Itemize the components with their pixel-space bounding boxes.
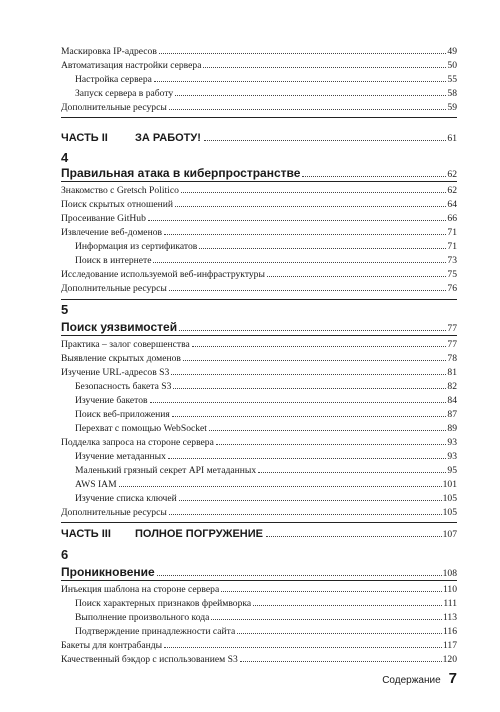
dot-leader: [216, 444, 447, 445]
toc-entry[interactable]: [61, 638, 457, 651]
chapter-heading[interactable]: [61, 164, 457, 180]
page-number: 93: [447, 451, 457, 462]
page-number: 87: [447, 409, 457, 420]
entry-title: Маленький грязный секрет API метаданных: [75, 465, 257, 476]
entry-title: Практика – залог совершенства: [61, 339, 190, 350]
page-number: 95: [447, 465, 457, 476]
dot-leader: [169, 514, 442, 515]
page-number: 105: [442, 493, 457, 504]
dot-leader: [258, 472, 446, 473]
chapter-title: Правильная атака в киберпространстве: [61, 166, 301, 180]
dot-leader: [169, 290, 447, 291]
toc-entry[interactable]: [61, 365, 457, 378]
page-number: 71: [447, 227, 457, 238]
page-number: 117: [442, 640, 457, 651]
part-title: ПОЛНОЕ ПОГРУЖЕНИЕ: [135, 528, 263, 540]
entry-title: Изучение URL-адресов S3: [61, 367, 170, 378]
footer-page-number: 7: [448, 670, 457, 687]
dot-leader: [237, 633, 442, 634]
dot-leader: [175, 206, 446, 207]
chapter-heading[interactable]: [61, 563, 457, 579]
page-number: 116: [442, 626, 457, 637]
footer-label: Содержание: [382, 675, 441, 686]
dot-leader: [181, 192, 446, 193]
divider: [61, 181, 457, 182]
toc-entry[interactable]: [61, 267, 457, 280]
entry-title: Дополнительные ресурсы: [61, 283, 167, 294]
dot-leader: [240, 661, 442, 662]
toc-subentry[interactable]: [75, 610, 457, 623]
dot-leader: [171, 374, 446, 375]
entry-title: Изучение бакетов: [75, 395, 148, 406]
toc-subentry[interactable]: [75, 379, 457, 392]
toc-subentry[interactable]: [75, 86, 457, 99]
page-number: 71: [447, 241, 457, 252]
entry-title: Поиск характерных признаков фреймворка: [75, 598, 252, 609]
part-heading-2[interactable]: [61, 130, 457, 144]
toc-subentry[interactable]: [75, 477, 457, 490]
page-number: 76: [447, 283, 457, 294]
dot-leader: [159, 53, 447, 54]
page-number: 61: [447, 133, 457, 144]
toc-entry[interactable]: [61, 435, 457, 448]
toc-entry[interactable]: [61, 351, 457, 364]
page-number: 84: [447, 395, 457, 406]
entry-title: Безопасность бакета S3: [75, 381, 172, 392]
entry-title: Выполнение произвольного кода: [75, 612, 210, 623]
dot-leader: [192, 346, 447, 347]
page-number: 73: [447, 255, 457, 266]
dot-leader: [169, 109, 447, 110]
chapter-heading[interactable]: [61, 318, 457, 334]
divider: [61, 522, 457, 523]
entry-title: Настройка сервера: [75, 74, 152, 85]
entry-title: AWS IAM: [75, 479, 117, 490]
toc-entry[interactable]: [61, 281, 457, 294]
toc-entry[interactable]: [61, 100, 457, 113]
divider: [61, 335, 457, 336]
dot-leader: [157, 575, 442, 576]
entry-title: Изучение списка ключей: [75, 493, 177, 504]
dot-leader: [267, 276, 446, 277]
page-number: 59: [447, 102, 457, 113]
page-number: 62: [447, 169, 457, 180]
entry-title: Поиск в интернете: [75, 255, 152, 266]
toc-subentry[interactable]: [75, 449, 457, 462]
page-number: 78: [447, 353, 457, 364]
page-number: 89: [447, 423, 457, 434]
dot-leader: [209, 430, 446, 431]
divider: [61, 117, 457, 118]
entry-title: Перехват с помощью WebSocket: [75, 423, 207, 434]
part-heading-3[interactable]: [61, 526, 457, 540]
toc-entry[interactable]: [61, 183, 457, 196]
toc-subentry[interactable]: [75, 463, 457, 476]
dot-leader: [183, 360, 446, 361]
dot-leader: [172, 416, 447, 417]
page-number: 62: [447, 185, 457, 196]
page-number: 108: [442, 568, 457, 579]
toc-entry[interactable]: [61, 211, 457, 224]
dot-leader: [119, 486, 442, 487]
entry-title: Поиск скрытых отношений: [61, 199, 174, 210]
entry-title: Инъекция шаблона на стороне сервера: [61, 584, 220, 595]
page-number: 58: [447, 88, 457, 99]
page-number: 64: [447, 199, 457, 210]
chapter-number: 6: [61, 547, 69, 562]
entry-title: Качественный бэкдор с использованием S3: [61, 654, 238, 665]
toc-subentry[interactable]: [75, 393, 457, 406]
toc-subentry[interactable]: [75, 72, 457, 85]
entry-title: Бакеты для контрабанды: [61, 640, 163, 651]
chapter-number: 5: [61, 302, 69, 317]
entry-title: Исследование используемой веб-инфраструктуры: [61, 269, 265, 280]
toc-entry[interactable]: [61, 337, 457, 350]
page-number: 105: [442, 507, 457, 518]
entry-title: Информация из сертификатов: [75, 241, 198, 252]
dot-leader: [164, 647, 442, 648]
dot-leader: [153, 262, 446, 263]
page-footer: [382, 670, 457, 687]
dot-leader: [179, 500, 442, 501]
toc-subentry[interactable]: [75, 421, 457, 434]
page-number: 113: [442, 612, 457, 623]
entry-title: Автоматизация настройки сервера: [61, 60, 202, 71]
part-label: ЧАСТЬ III: [61, 528, 111, 540]
dot-leader: [154, 81, 447, 82]
dot-leader: [221, 591, 442, 592]
dot-leader: [302, 176, 446, 177]
page-number: 120: [442, 654, 457, 665]
dot-leader: [150, 402, 447, 403]
toc-subentry[interactable]: [75, 624, 457, 637]
divider: [61, 299, 457, 300]
toc-entry[interactable]: [61, 505, 457, 518]
toc-entry[interactable]: [61, 44, 457, 57]
toc-subentry[interactable]: [75, 491, 457, 504]
page-number: 75: [447, 269, 457, 280]
page-number: 110: [442, 584, 457, 595]
toc-entry[interactable]: [61, 582, 457, 595]
part-title: ЗА РАБОТУ!: [135, 132, 201, 144]
page-number: 81: [447, 367, 457, 378]
entry-title: Знакомство с Gretsch Politico: [61, 185, 179, 196]
toc-entry[interactable]: [61, 652, 457, 665]
entry-title: Подтверждение принадлежности сайта: [75, 626, 236, 637]
dot-leader: [179, 330, 446, 331]
toc-entry[interactable]: [61, 225, 457, 238]
dot-leader: [204, 140, 447, 141]
page-number: 55: [447, 74, 457, 85]
toc-subentry[interactable]: [75, 239, 457, 252]
entry-title: Подделка запроса на стороне сервера: [61, 437, 214, 448]
entry-title: Запуск сервера в работу: [75, 88, 174, 99]
page-number: 77: [447, 339, 457, 350]
entry-title: Маскировка IP-адресов: [61, 46, 157, 57]
page-number: 50: [447, 60, 457, 71]
page-number: 111: [443, 598, 457, 609]
dot-leader: [164, 234, 446, 235]
dot-leader: [253, 605, 442, 606]
page-number: 82: [447, 381, 457, 392]
dot-leader: [168, 458, 447, 459]
entry-title: Дополнительные ресурсы: [61, 102, 167, 113]
toc-subentry[interactable]: [75, 253, 457, 266]
page-number: 107: [442, 529, 457, 540]
toc-entry[interactable]: [61, 197, 457, 210]
page-number: 66: [447, 213, 457, 224]
dot-leader: [199, 248, 446, 249]
entry-title: Выявление скрытых доменов: [61, 353, 181, 364]
page-number: 101: [442, 479, 457, 490]
chapter-title: Проникновение: [61, 565, 155, 579]
toc-entry[interactable]: [61, 58, 457, 71]
dot-leader: [211, 619, 442, 620]
chapter-title: Поиск уязвимостей: [61, 320, 178, 334]
dot-leader: [175, 95, 446, 96]
entry-title: Просеивание GitHub: [61, 213, 146, 224]
page-number: 77: [447, 323, 457, 334]
page-number: 93: [447, 437, 457, 448]
entry-title: Поиск веб-приложения: [75, 409, 170, 420]
entry-title: Дополнительные ресурсы: [61, 507, 167, 518]
entry-title: Изучение метаданных: [75, 451, 166, 462]
dot-leader: [203, 67, 446, 68]
dot-leader: [148, 220, 447, 221]
dot-leader: [266, 536, 442, 537]
chapter-number: 4: [61, 150, 69, 165]
page-number: 49: [447, 46, 457, 57]
dot-leader: [173, 388, 446, 389]
entry-title: Извлечение веб-доменов: [61, 227, 163, 238]
toc-subentry[interactable]: [75, 407, 457, 420]
toc-subentry[interactable]: [75, 596, 457, 609]
part-label: ЧАСТЬ II: [61, 132, 108, 144]
divider: [61, 580, 457, 581]
